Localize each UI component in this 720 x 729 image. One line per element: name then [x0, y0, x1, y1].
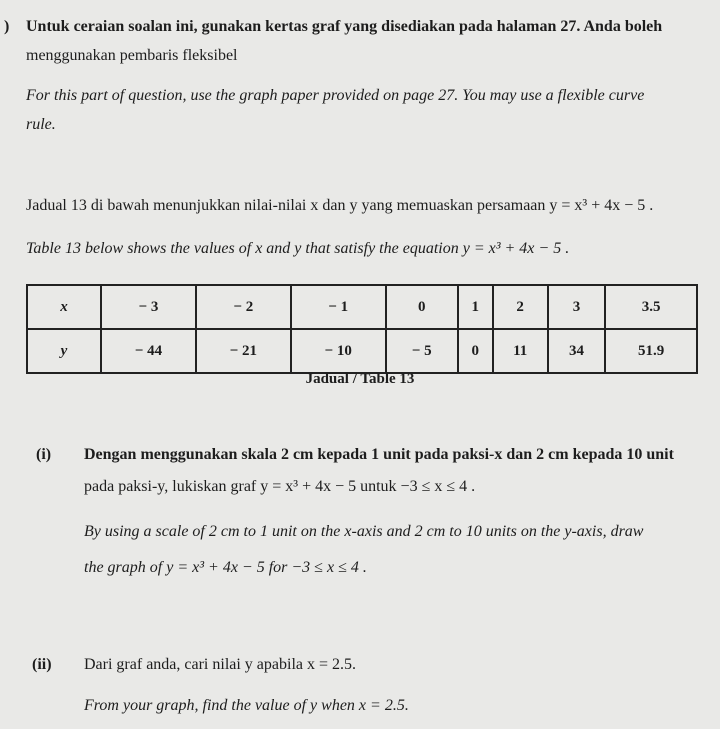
part-marker: ) [4, 18, 10, 35]
x-cell: − 2 [196, 285, 291, 329]
intro-english-line-1: For this part of question, use the graph paper provided on page 27. You may use a flexible curve [26, 87, 645, 104]
part-i-malay-line-1: Dengan menggunakan skala 2 cm kepada 1 unit pada paksi-x dan 2 cm kepada 10 unit [84, 446, 674, 463]
y-cell: 51.9 [605, 329, 697, 373]
part-i-english-line-1: By using a scale of 2 cm to 1 unit on the x-axis and 2 cm to 10 units on the y-axis, draw [84, 523, 644, 540]
table-row-x [27, 285, 697, 329]
y-cell: − 5 [386, 329, 458, 373]
table-row-y [27, 329, 697, 373]
table-caption: Jadual / Table 13 [305, 371, 415, 387]
part-ii-english: From your graph, find the value of y when x = 2.5. [84, 697, 409, 714]
x-cell: − 3 [101, 285, 196, 329]
x-cell: 1 [458, 285, 493, 329]
x-cell: 0 [386, 285, 458, 329]
intro-malay-line-1: Untuk ceraian soalan ini, gunakan kertas graf yang disediakan pada halaman 27. Anda boleh [26, 18, 663, 35]
part-i-number: (i) [36, 446, 52, 463]
y-cell: − 44 [101, 329, 196, 373]
table-intro-english: Table 13 below shows the values of x and y that satisfy the equation y = x³ + 4x − 5 . [26, 240, 570, 257]
x-cell: − 1 [291, 285, 386, 329]
values-table [26, 284, 698, 374]
part-ii-number: (ii) [32, 656, 52, 673]
y-cell: 11 [493, 329, 548, 373]
x-cell: 2 [493, 285, 548, 329]
y-cell: − 10 [291, 329, 386, 373]
table-intro-malay: Jadual 13 di bawah menunjukkan nilai-nilai x dan y yang memuaskan persamaan y = x³ + 4x − 5 . [26, 197, 654, 214]
x-header-cell: x [27, 285, 101, 329]
part-i-english-line-2: the graph of y = x³ + 4x − 5 for −3 ≤ x ≤ 4 . [84, 559, 367, 576]
x-cell: 3.5 [605, 285, 697, 329]
y-cell: 34 [548, 329, 606, 373]
y-header-cell: y [27, 329, 101, 373]
part-i-malay-line-2: pada paksi-y, lukiskan graf y = x³ + 4x − 5 untuk −3 ≤ x ≤ 4 . [84, 478, 476, 495]
intro-english-line-2: rule. [26, 116, 56, 133]
part-ii-malay: Dari graf anda, cari nilai y apabila x = 2.5. [84, 656, 357, 673]
y-cell: − 21 [196, 329, 291, 373]
x-cell: 3 [548, 285, 606, 329]
y-cell: 0 [458, 329, 493, 373]
intro-malay-line-2: menggunakan pembaris fleksibel [26, 47, 238, 64]
